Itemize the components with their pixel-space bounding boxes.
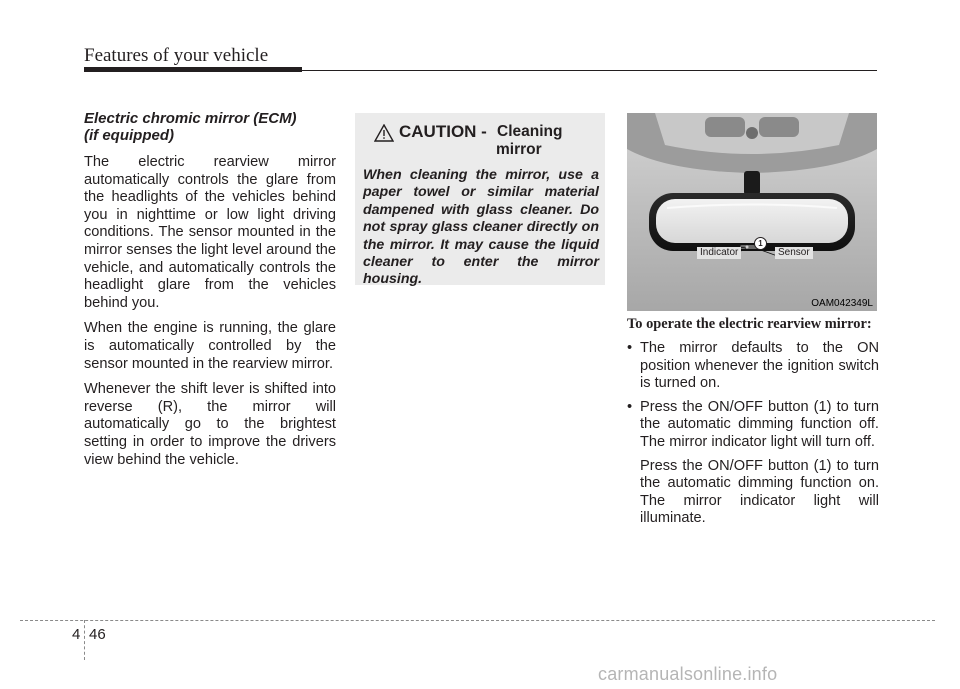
chapter-number: 4 — [72, 626, 81, 643]
caution-subject-line1: Cleaning — [497, 123, 563, 140]
header-rule-thin — [302, 70, 877, 71]
operation-heading: To operate the electric rearview mirror: — [627, 316, 872, 332]
watermark: carmanualsonline.info — [598, 664, 778, 684]
section-heading-line2: (if equipped) — [84, 127, 174, 144]
section-paragraph-1: The electric rearview mirror automatically controls the glare from the headlights of the vehicles behind you in nighttime or low light driving conditions. The sensor mounted in the mirror senses the light level around the vehicle, and automatically controls the headlight glare from the vehicles behind you. — [84, 154, 336, 311]
bullet-dot: • — [627, 398, 633, 415]
operation-bullet-1-text: The mirror defaults to the ON position whenever the ignition switch is turned on. — [640, 340, 879, 392]
operation-bullet-1 — [627, 340, 879, 393]
header-rule-thick — [84, 67, 302, 72]
caution-subject-line2: mirror — [496, 141, 542, 158]
bullet-dot: • — [627, 340, 633, 356]
page-number: 46 — [89, 626, 106, 643]
page-header-title: Features of your vehicle — [84, 45, 269, 66]
mirror-figure — [627, 113, 877, 311]
warning-triangle-icon — [374, 124, 394, 142]
caution-box — [355, 113, 605, 288]
ecm-section — [84, 110, 336, 477]
operation-bullet-2-text: Press the ON/OFF button (1) to turn the automatic dimming function off. The mirror indicator light will turn off. — [640, 398, 879, 450]
section-heading-line1: Electric chromic mirror (ECM) — [84, 110, 297, 127]
indicator-label: Indicator — [697, 247, 741, 259]
caution-text: When cleaning the mirror, use a paper towel or similar material dampened with glass cleaner. Do not spray glass cleaner directly on the mirror. It may cause the liquid cleaner to enter the mirror housing. — [363, 167, 599, 288]
callout-number: 1 — [758, 239, 763, 248]
footer-rule — [20, 620, 935, 621]
sensor-label: Sensor — [775, 247, 813, 259]
caution-label: CAUTION - — [399, 122, 487, 141]
operation-section — [627, 316, 879, 528]
figure-code: OAM042349L — [811, 298, 873, 309]
callout-number-badge — [754, 237, 767, 250]
operation-followup: Press the ON/OFF button (1) to turn the automatic dimming function on. The mirror indicator light will illuminate. — [640, 457, 879, 527]
footer-divider — [84, 620, 85, 660]
operation-bullet-2 — [627, 399, 879, 452]
section-paragraph-3: Whenever the shift lever is shifted into reverse (R), the mirror will automatically go to the brightest setting in order to improve the drivers view behind the vehicle. — [84, 381, 336, 468]
section-heading — [84, 110, 336, 144]
section-paragraph-2: When the engine is running, the glare is automatically controlled by the sensor mounted in the rearview mirror. — [84, 320, 336, 372]
caution-title — [363, 121, 599, 159]
rearview-mirror-illustration — [627, 113, 877, 311]
